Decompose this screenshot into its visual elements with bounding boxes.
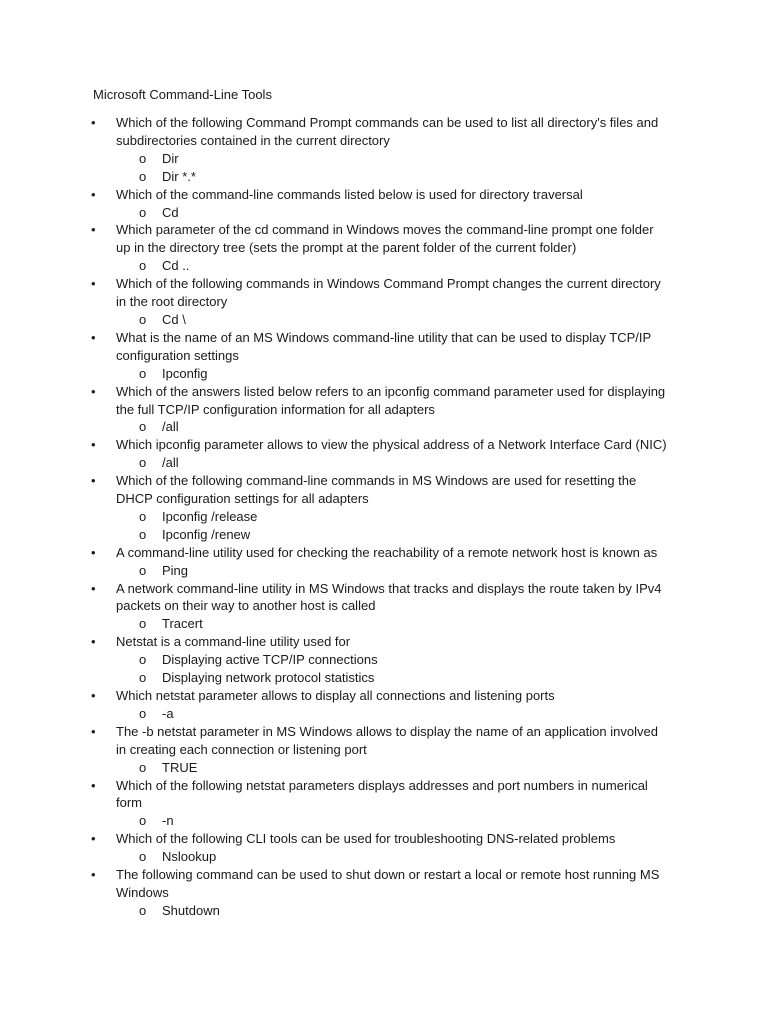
sub-bullet-icon: o: [139, 813, 147, 829]
list-item: [0, 777, 768, 831]
sub-bullet-icon: o: [139, 508, 147, 524]
sub-bullet-icon: o: [139, 670, 147, 686]
question-text: Which of the following netstat parameters displays addresses and port numbers in numerical form: [116, 777, 648, 811]
answer-item: [0, 651, 768, 669]
list-item: [0, 436, 768, 472]
bullet-icon: •: [91, 473, 96, 489]
answer-item: [0, 615, 768, 633]
answer-list: [0, 651, 768, 687]
question-text: Which ipconfig parameter allows to view the physical address of a Network Interface Card (NIC): [116, 437, 667, 453]
question-text: Which of the following commands in Windows Command Prompt changes the current directory in the root directory: [116, 276, 661, 310]
sub-bullet-icon: o: [139, 204, 147, 220]
list-item: [0, 723, 768, 777]
answer-item: [0, 526, 768, 544]
sub-bullet-icon: o: [139, 168, 147, 184]
answer-list: [0, 204, 768, 222]
answer-text: Ipconfig: [162, 365, 208, 381]
answer-item: [0, 669, 768, 687]
sub-bullet-icon: o: [139, 150, 147, 166]
question-row: [0, 221, 670, 257]
answer-item: [0, 365, 768, 383]
bullet-icon: •: [91, 688, 96, 703]
answer-text: -n: [162, 813, 174, 829]
question-row: [0, 472, 670, 508]
question-row: [0, 329, 670, 365]
answer-list: [0, 902, 768, 920]
list-item: [0, 633, 768, 687]
answer-text: Ping: [162, 562, 189, 578]
bullet-icon: •: [91, 186, 96, 202]
question-row: [0, 580, 670, 616]
question-text: A network command-line utility in MS Windows that tracks and displays the route taken by IPv4 packets on their way to another host is called: [116, 580, 662, 614]
answer-text: Cd ..: [162, 258, 190, 274]
question-row: [0, 275, 670, 311]
question-row: [0, 723, 670, 759]
answer-item: [0, 705, 768, 723]
list-item: [0, 830, 768, 866]
list-item: [0, 383, 768, 437]
question-text: Which of the following command-line commands in MS Windows are used for resetting the DHCP configuration settings for all adapters: [116, 473, 637, 507]
question-text: Which of the following CLI tools can be used for troubleshooting DNS-related problems: [116, 831, 616, 847]
answer-list: [0, 508, 768, 544]
question-list: [0, 114, 768, 920]
answer-text: Shutdown: [162, 902, 220, 918]
question-row: [0, 777, 670, 813]
answer-item: [0, 454, 768, 472]
bullet-icon: •: [91, 634, 96, 650]
question-text: Netstat is a command-line utility used for: [116, 634, 351, 650]
question-row: [0, 866, 670, 902]
answer-list: [0, 705, 768, 723]
question-text: Which netstat parameter allows to display all connections and listening ports: [116, 688, 555, 703]
sub-bullet-icon: o: [139, 258, 147, 274]
question-text: The -b netstat parameter in MS Windows allows to display the name of an application involved in creating each connection or listening port: [116, 723, 658, 757]
sub-bullet-icon: o: [139, 705, 147, 721]
sub-bullet-icon: o: [139, 616, 147, 632]
sub-bullet-icon: o: [139, 455, 147, 471]
question-row: [0, 186, 670, 204]
sub-bullet-icon: o: [139, 759, 147, 775]
answer-text: -a: [162, 705, 174, 721]
bullet-icon: •: [91, 276, 96, 292]
bullet-icon: •: [91, 383, 96, 399]
answer-list: [0, 150, 768, 186]
answer-list: [0, 418, 768, 436]
question-row: [0, 436, 670, 454]
sub-bullet-icon: o: [139, 526, 147, 542]
sub-bullet-icon: o: [139, 311, 147, 327]
answer-text: Ipconfig /release: [162, 508, 258, 524]
answer-list: [0, 615, 768, 633]
answer-item: [0, 508, 768, 526]
answer-text: Dir: [162, 150, 179, 166]
list-item: [0, 114, 768, 186]
document-title: Microsoft Command-Line Tools: [93, 87, 272, 102]
sub-bullet-icon: o: [139, 562, 147, 578]
answer-text: Cd \: [162, 311, 186, 327]
sub-bullet-icon: o: [139, 849, 147, 865]
bullet-icon: •: [91, 329, 96, 345]
list-item: [0, 866, 768, 920]
answer-text: Dir *.*: [162, 168, 196, 184]
question-text: Which of the command-line commands listed below is used for directory traversal: [116, 186, 583, 202]
question-row: [0, 544, 670, 562]
answer-list: [0, 454, 768, 472]
question-row: [0, 114, 670, 150]
answer-item: [0, 311, 768, 329]
question-text: Which of the answers listed below refers to an ipconfig command parameter used for displaying the full TCP/IP configuration information for all adapters: [116, 383, 666, 417]
bullet-icon: •: [91, 115, 96, 130]
bullet-icon: •: [91, 580, 96, 596]
question-text: A command-line utility used for checking the reachability of a remote network host is known as: [116, 544, 658, 560]
answer-text: Ipconfig /renew: [162, 526, 251, 542]
bullet-icon: •: [91, 544, 96, 560]
question-text: Which of the following Command Prompt commands can be used to list all directory's files and subdirectories contained in the current directory: [116, 115, 659, 148]
answer-item: [0, 418, 768, 436]
answer-item: [0, 257, 768, 275]
answer-list: [0, 848, 768, 866]
bullet-icon: •: [91, 723, 96, 739]
answer-item: [0, 812, 768, 830]
question-text: The following command can be used to shut down or restart a local or remote host running MS Windows: [116, 867, 660, 900]
list-item: [0, 329, 768, 383]
answer-list: [0, 365, 768, 383]
bullet-icon: •: [91, 437, 96, 453]
answer-item: [0, 902, 768, 920]
question-row: [0, 687, 670, 705]
list-item: [0, 687, 768, 723]
answer-item: [0, 168, 768, 186]
answer-text: Tracert: [162, 616, 203, 632]
question-text: What is the name of an MS Windows command-line utility that can be used to display TCP/IP configuration settings: [116, 329, 651, 363]
sub-bullet-icon: o: [139, 902, 147, 918]
list-item: [0, 186, 768, 222]
answer-text: Cd: [162, 204, 179, 220]
answer-list: [0, 257, 768, 275]
answer-list: [0, 759, 768, 777]
answer-item: [0, 759, 768, 777]
answer-list: [0, 562, 768, 580]
answer-text: /all: [162, 455, 179, 471]
bullet-icon: •: [91, 777, 96, 793]
bullet-icon: •: [91, 222, 96, 238]
list-item: [0, 544, 768, 580]
answer-item: [0, 204, 768, 222]
list-item: [0, 472, 768, 544]
answer-item: [0, 562, 768, 580]
question-row: [0, 633, 670, 651]
answer-item: [0, 150, 768, 168]
question-row: [0, 383, 670, 419]
sub-bullet-icon: o: [139, 652, 147, 668]
answer-text: /all: [162, 419, 179, 435]
sub-bullet-icon: o: [139, 365, 147, 381]
answer-text: TRUE: [162, 759, 198, 775]
answer-list: [0, 311, 768, 329]
sub-bullet-icon: o: [139, 419, 147, 435]
answer-text: Displaying network protocol statistics: [162, 670, 375, 686]
bullet-icon: •: [91, 867, 96, 883]
list-item: [0, 580, 768, 634]
question-row: [0, 830, 670, 848]
answer-text: Displaying active TCP/IP connections: [162, 652, 378, 668]
list-item: [0, 221, 768, 275]
question-text: Which parameter of the cd command in Windows moves the command-line prompt one folder up in the directory tree (sets the prompt at the parent folder of the current folder): [116, 222, 654, 256]
answer-item: [0, 848, 768, 866]
answer-list: [0, 812, 768, 830]
bullet-icon: •: [91, 831, 96, 847]
answer-text: Nslookup: [162, 849, 217, 865]
list-item: [0, 275, 768, 329]
